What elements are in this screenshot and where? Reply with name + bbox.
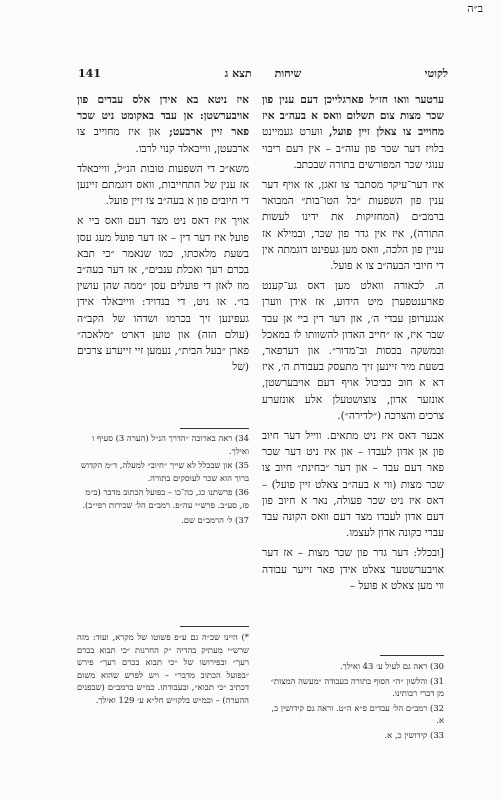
header-center xyxy=(78,67,448,80)
paragraph: אויך איז דאס ניט מצד דעם וואס ביי א פועל איז דער דין – אז דער פועל מעג עסן בשעת מלאכתו, כמו שנאמר ״כי תבא בכרם רעך ואכלת ענבים״, אז דער בעה״ב מוז לאזן די פועלים עסן ״ממה שהן עושין בו״. אז ניט, די בנדויד: ווייבאלד אידן געפינען זיך בכרמו ושדהו של הקב״ה (עולם הזה) און טוען דארט ״מלאכה״ פארן ״בעל הבית״, נעמען זיי זייערע צרכים (של xyxy=(77,215,249,374)
footnote-divider xyxy=(180,428,249,429)
note-divider xyxy=(180,626,249,627)
paragraph: אבער דאס איז ניט מתאים. ווייל דער חיוב פון אן אדון לעבדו – און איז ניט דער שכר פאר דעם עבד – און דער ״בחינת״ חיוב צו שכר מצות (ווי א בעה״ב צאלט זיין פועל) – דאס איז ניט שכר פעולה, נאר א חיוב פון דעם אדון לעבדו מצד דעם וואס הקונה עבד עברי כקונה אדון לעצמו. xyxy=(262,430,444,540)
paragraph-lead: ערטער וואו חז״ל פארגלייכן דעם ענין פון שכר מצות צום תשלום וואס א בעה״ב איז מחוייב צו צאלן זיין פועל, xyxy=(262,94,444,139)
footnote: 34) ראה בארוכה ״הדרך הנ״ל (הערה 3) סעיף ו ואילך. xyxy=(92,433,249,456)
footnote: 32) רמב״ם הל׳ עבדים פ״א ה״ט. וראה גם קידושין כ, א. xyxy=(271,702,444,726)
footnote: 35) און שבכלל לא שייך ״חיוב״ למעלה, ד״מ הקדוש ברוך הוא שכר לעוסקים בתורה. xyxy=(80,460,249,483)
footnote: 36) פרשתנו כג, כה־כו – בפועל הכתוב מדבר (ב״מ פז, סע״ב. פרש״י עה״פ. רמב״ם הל׳ שכירות רפי״ב). xyxy=(82,487,249,510)
paragraph: איז דער־עיקר מסתבר צו זאגן, אז אויף דער ענין פון השפעות ״כל הטו־בות״ המבואר ברמב״ם (המחזיקות את ידינו לעשות התורה), איז אין גדר פון שכר, ובמילא אז עניין פון הלכה, וואס מען געפינט דוגמתה אין די חיובי הבעה״ב צו א פועל. xyxy=(262,179,444,273)
page-number: 141 xyxy=(78,67,101,80)
paragraph-text: ווערט געמיינט בלויז דער שכר פון עוה״ב – אין דעם ריבוי ענוגי שכר המפורשים בתורה שבכתב. xyxy=(262,126,444,171)
asterisk-note: *) היינו שכ״ה גם ע״פ פשוטו של מקרא, ועוד: מזה שרש״י מעתיק בהדיה ״ק החרנות ״כי תבוא בכרם רעך״ ובפירושו של ״כי תבוא בכרם רעך״ פירש ״בפועל הכתוב מדבר״ – ויש לפרש שהוא משום דכתיב ״כי תבוא״, ובעבודתו. כמ״ש ברמב״ם (שבפנים ההערה) – וכמ״ש בלקו״ש חל״א ע׳ 129 ואילך. xyxy=(77,632,249,705)
page-header xyxy=(78,67,448,83)
paragraph xyxy=(77,92,249,157)
footnotes-right xyxy=(262,660,444,770)
footnote: 31) והלשון ״ה״ הסוף בתורה בעבודה ״מעשה המצות״ מן דברי רבותינו. xyxy=(270,675,444,699)
top-mark: ב״ה xyxy=(467,2,483,15)
paragraph: [ובכלל: דער גדר פון שכר מצות – אז דער אויבערשטער צאלט אידן פאר זייער עבודה ווי מען צאלט א פועל – xyxy=(262,547,444,592)
right-text-column xyxy=(262,92,444,609)
paragraph xyxy=(262,92,444,173)
header-running-title: לקוטי xyxy=(424,67,448,80)
left-text-column xyxy=(77,92,249,422)
footnote: 30) ראה גם לעיל ע׳ 43 ואילך. xyxy=(339,661,444,671)
paragraph-lead: איז ניטא בא אידן אלס עבדים פון אויבערשטן: אן עבד באקומט ניט שכר פאר זיין ארבעט; xyxy=(77,94,249,139)
paragraph: ה. לכאורה וואלט מען דאס גע־קענט פארענטפערן מיט הידוע, אז אידן ווערן אנגערופן עבדי ה׳, און דער דין ביי אן עבד שבר איז, אז ״חייב האדון להשוותו לו במאכל ובמשקה בכסות וב־מדור״. און דערפאר, בשעת מיר זיינען זיך מתעסק בעבודת ה׳, איז דא א חוב כביכול אויף דעם אויבערשטן, אונזער אדון, צוצושטעלן אלע אונזערע צרכים והצרכה (״לדירה״). xyxy=(262,280,444,422)
footnote: 37) ל׳ הרמב״ם שם. xyxy=(181,514,249,525)
footnote-divider xyxy=(380,655,444,656)
header-center-title: תצא ג xyxy=(224,67,252,80)
footnotes-left xyxy=(77,432,249,622)
paragraph-text: און איז מחוייב צו ארבעטן, ווייבאלד קנוי לרבו. xyxy=(77,126,249,155)
footnote: 33) קידושין כ, א. xyxy=(384,729,444,740)
paragraph: משא״כ די השפעות טובות הנ״ל, ווייבאלד אז ענין של התחייבות, וואס דוגמתם זיינען די חיובים פון א בעה״ב צו זיין פועל. xyxy=(77,162,249,208)
header-center-sub: שיחות xyxy=(274,67,302,80)
